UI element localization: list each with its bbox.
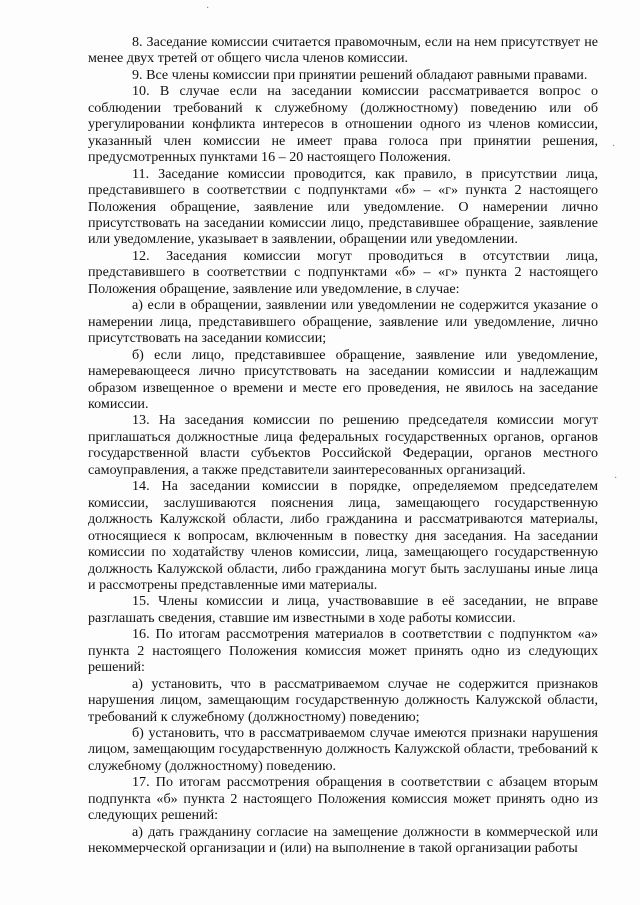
scan-speck: · — [612, 141, 616, 152]
paragraph-17-a: а) дать гражданину согласие на замещение должности в коммерческой или некоммерческой организации и (или) на выполнение в такой организации работы — [88, 823, 598, 857]
paragraph-16: 16. По итогам рассмотрения материалов в соответствии с подпунктом «а» пункта 2 настоящего Положения комиссия может принять одно из следующих решений: — [88, 626, 598, 676]
paragraph-12: 12. Заседания комиссии могут проводиться в отсутствии лица, представившего в соответствии с подпунктами «б» – «г» пункта 2 настоящего Положения обращение, заявление или уведомление, в случае: — [88, 247, 598, 297]
paragraph-17: 17. По итогам рассмотрения обращения в соответствии с абзацем вторым подпункта «б» пункта 2 настоящего Положения комиссия может принять одно из следующих решений: — [88, 774, 598, 824]
paragraph-16-b: б) установить, что в рассматриваемом случае имеются признаки нарушения лицом, замещающим государственную должность Калужской области, требований к служебному (должностному) поведению. — [88, 725, 598, 774]
paragraph-12-b: б) если лицо, представившее обращение, заявление или уведомление, намеревающееся лично присутствовать на заседании комиссии и надлежащим образом извещенное о времени и месте его проведения, не явилось на заседание комиссии. — [88, 346, 598, 412]
paragraph-14: 14. На заседании комиссии в порядке, определяемом председателем комиссии, заслушиваются пояснения лица, замещающего государственную должность Калужской области, либо гражданина и рассматриваются материалы, относящиеся к вопросам, включенным в повестку дня заседания. На заседании комиссии по ходатайству членов комиссии, лица, замещающего государственную должность Калужской области, либо гражданина могут быть заслушаны иные лица и рассмотрены представленные ими материалы. — [88, 478, 598, 593]
paragraph-13: 13. На заседания комиссии по решению председателя комиссии могут приглашаться должностные лица федеральных государственных органов, органов государственной власти субъектов Российской Федерации, органов местного самоуправления, а также представители заинтересованных организаций. — [88, 412, 598, 478]
paragraph-11: 11. Заседание комиссии проводится, как правило, в присутствии лица, представившего в соответствии с подпунктами «б» – «г» пункта 2 настоящего Положения обращение, заявление или уведомление. О намерении лично присутствовать на заседании комиссии лицо, представившее обращение, заявление или уведомление, указывает в заявлении, обращении или уведомлении. — [88, 165, 598, 248]
paragraph-15: 15. Члены комиссии и лица, участвовавшие в её заседании, не вправе разглашать сведения, ставшие им известными в ходе работы комиссии. — [88, 593, 598, 626]
paragraph-8: 8. Заседание комиссии считается правомочным, если на нем присутствует не менее двух третей от общего числа членов комиссии. — [88, 34, 598, 67]
scan-speck: · — [614, 473, 618, 484]
paragraph-9: 9. Все члены комиссии при принятии решений обладают равными правами. — [132, 66, 588, 83]
paragraph-12-a: а) если в обращении, заявлении или уведомлении не содержится указание о намерении лица, представившего обращение, заявление или уведомление, лично присутствовать на заседании комиссии; — [88, 297, 598, 347]
paragraph-16-a: а) установить, что в рассматриваемом случае не содержится признаков нарушения лицом, замещающим государственную должность Калужской области, требований к служебному (должностному) поведению; — [88, 675, 598, 725]
paragraph-10: 10. В случае если на заседании комиссии рассматривается вопрос о соблюдении требований к служебному (должностному) поведению или об урегулировании конфликта интересов в отношении одного из членов комиссии, указанный член комиссии не имеет права голоса при принятии решения, предусмотренных пунктами 16 – 20 настоящего Положения. — [88, 83, 598, 166]
scan-speck: · — [206, 3, 210, 14]
